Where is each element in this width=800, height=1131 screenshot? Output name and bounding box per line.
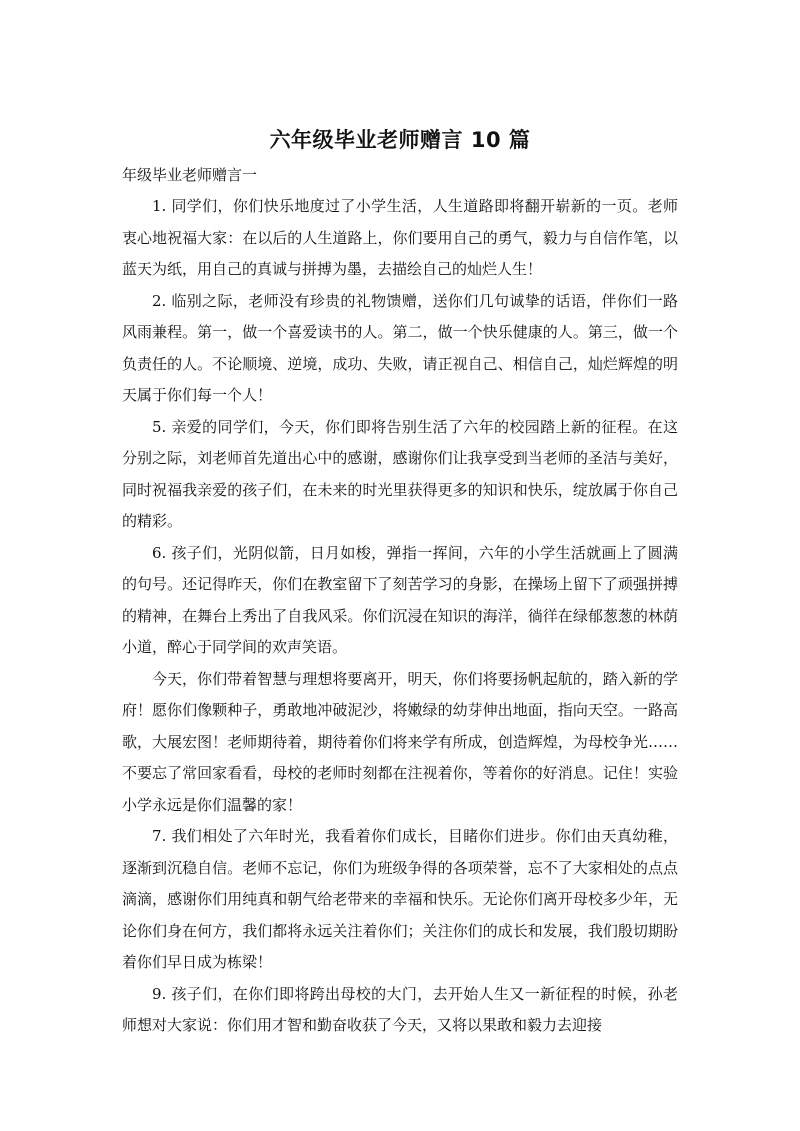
- document-title: 六年级毕业老师赠言 10 篇: [269, 128, 531, 152]
- paragraph: 9. 孩子们，在你们即将跨出母校的大门，去开始人生又一新征程的时候，孙老师想对大家说：你们用才智和勤奋收获了今天，又将以果敢和毅力去迎接: [122, 984, 678, 1034]
- paragraph: 7. 我们相处了六年时光，我看着你们成长，目睹你们进步。你们由天真幼稚，逐渐到沉稳自信。老师不忘记，你们为班级争得的各项荣誉，忘不了大家相处的点点滴滴，感谢你们用纯真和朝气给老带来的幸福和快乐。无论你们离开母校多少年，无论你们身在何方，我们都将永远关注着你们；关注你们的成长和发展，我们殷切期盼着你们早日成为栋梁！: [122, 827, 678, 971]
- paragraph: 1. 同学们，你们快乐地度过了小学生活，人生道路即将翻开崭新的一页。老师衷心地祝福大家：在以后的人生道路上，你们要用自己的勇气，毅力与自信作笔，以蓝天为纸，用自己的真诚与拼搏为墨，去描绘自己的灿烂人生！: [122, 197, 678, 278]
- paragraph: 2. 临别之际，老师没有珍贵的礼物馈赠，送你们几句诚挚的话语，伴你们一路风雨兼程。第一，做一个喜爱读书的人。第二，做一个快乐健康的人。第三，做一个负责任的人。不论顺境、逆境，成功、失败，请正视自己、相信自己，灿烂辉煌的明天属于你们每一个人！: [122, 291, 678, 404]
- section-subtitle: 年级毕业老师赠言一: [122, 166, 258, 184]
- document-body: [122, 191, 678, 1042]
- paragraph: 5. 亲爱的同学们，今天，你们即将告别生活了六年的校园踏上新的征程。在这分别之际，刘老师首先道出心中的感谢，感谢你们让我享受到当老师的圣洁与美好，同时祝福我亲爱的孩子们，在未来的时光里获得更多的知识和快乐，绽放属于你自己的精彩。: [122, 417, 678, 530]
- paragraph: 今天，你们带着智慧与理想将要离开，明天，你们将要扬帆起航的，踏入新的学府！愿你们像颗种子，勇敢地冲破泥沙，将嫩绿的幼芽伸出地面，指向天空。一路高歌，大展宏图！老师期待着，期待着你们将来学有所成，创造辉煌，为母校争光……不要忘了常回家看看，母校的老师时刻都在注视着你，等着你的好消息。记住！实验小学永远是你们温馨的家！: [122, 669, 678, 814]
- paragraph: 6. 孩子们，光阴似箭，日月如梭，弹指一挥间，六年的小学生活就画上了圆满的句号。还记得昨天，你们在教室留下了刻苦学习的身影，在操场上留下了顽强拼搏的精神，在舞台上秀出了自我风采。你们沉浸在知识的海洋，徜徉在绿郁葱葱的林荫小道，醉心于同学间的欢声笑语。: [122, 543, 678, 656]
